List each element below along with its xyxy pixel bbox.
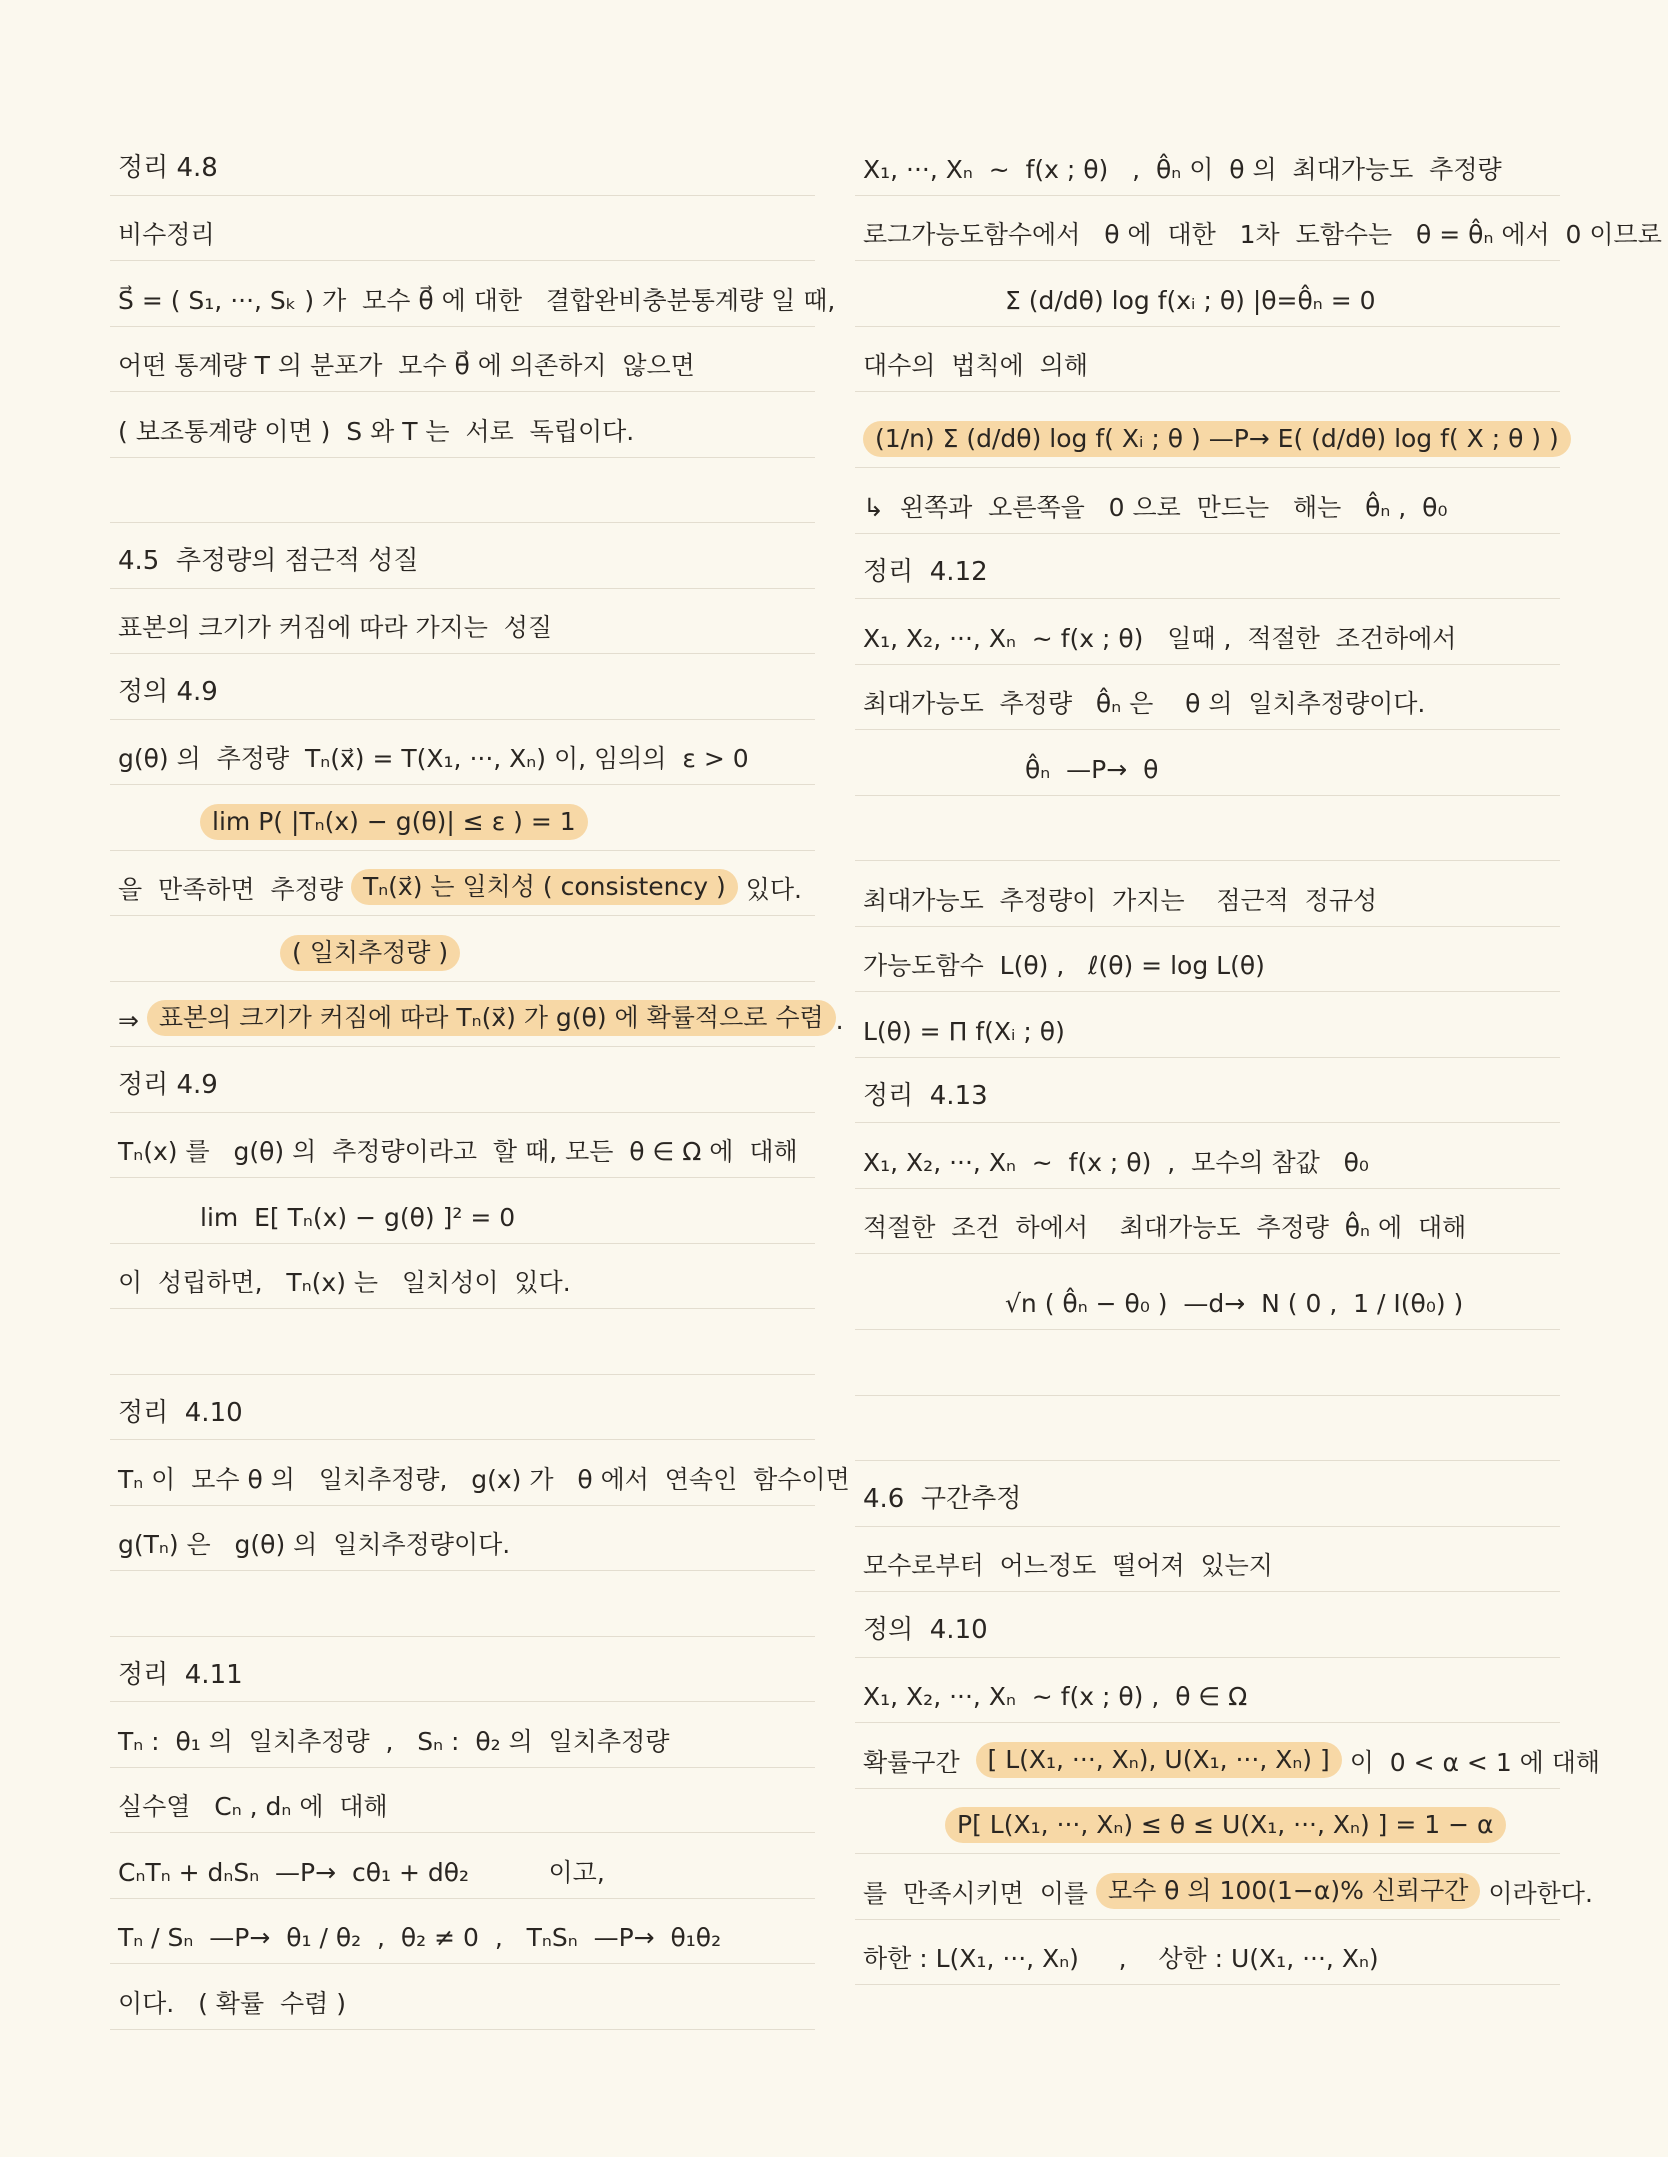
- section-heading: 정리 4.9: [118, 1070, 218, 1101]
- line-text: θ̂ₙ —P→ θ: [1025, 754, 1159, 784]
- note-line: [855, 196, 1662, 262]
- note-line: [855, 327, 1560, 393]
- note-line: [110, 1309, 815, 1375]
- note-line: [855, 1330, 1560, 1396]
- highlighted-text: Tₙ(x⃗) 는 일치성 ( consistency ): [351, 869, 738, 905]
- note-line: [855, 392, 1560, 468]
- note-line: [855, 130, 1560, 196]
- note-line: [855, 468, 1560, 534]
- note-line: [855, 599, 1560, 665]
- line-text: 최대가능도 추정량이 가지는 점근적 정규성: [863, 885, 1378, 915]
- note-line: [110, 1637, 815, 1703]
- line-text: Tₙ : θ₁ 의 일치추정량 , Sₙ : θ₂ 의 일치추정량: [118, 1726, 670, 1756]
- note-line: [110, 1375, 815, 1441]
- note-line: [855, 1396, 1560, 1462]
- note-line: [855, 1189, 1560, 1255]
- note-line: [855, 534, 1560, 600]
- line-text: 적절한 조건 하에서 최대가능도 추정량 θ̂ₙ 에 대해: [863, 1213, 1467, 1242]
- line-text: 가능도함수 L(θ) , ℓ(θ) = log L(θ): [863, 951, 1265, 980]
- section-heading: 정리 4.8: [118, 153, 218, 184]
- note-line: [110, 916, 815, 982]
- note-line: [110, 1702, 815, 1768]
- note-line: [855, 992, 1560, 1058]
- section-heading: 정리 4.13: [863, 1080, 988, 1111]
- line-text: 이라한다.: [1480, 1878, 1593, 1908]
- note-line: [110, 1899, 815, 1965]
- section-heading: 정의 4.10: [863, 1615, 988, 1646]
- note-line: [855, 1461, 1560, 1527]
- line-text: 있다.: [737, 875, 802, 904]
- line-text: 모수로부터 어느정도 떨어져 있는지: [863, 1551, 1273, 1580]
- line-text: 대수의 법칙에 의해: [863, 351, 1088, 380]
- note-line: [110, 1833, 815, 1899]
- line-text: X₁, X₂, ···, Xₙ ~ f(x ; θ) , 모수의 참값 θ₀: [863, 1147, 1369, 1177]
- note-line: [855, 927, 1560, 993]
- line-text: 을 만족하면 추정량: [118, 875, 351, 904]
- line-text: ↳ 왼쪽과 오른쪽을 0 으로 만드는 해는 θ̂ₙ , θ₀: [863, 492, 1448, 522]
- note-line: [110, 523, 815, 589]
- note-line: [855, 1254, 1560, 1330]
- line-text: √n ( θ̂ₙ − θ₀ ) —d→ N ( 0 , 1 / I(θ₀) ): [1005, 1289, 1464, 1318]
- line-text: L(θ) = Π f(Xᵢ ; θ): [863, 1016, 1065, 1046]
- note-line: [110, 1244, 815, 1310]
- line-text: 이 0 < α < 1 에 대해: [1341, 1747, 1601, 1777]
- line-text: 비수정리: [118, 220, 215, 249]
- note-line: [855, 1058, 1560, 1124]
- section-heading: 4.5 추정량의 점근적 성질: [118, 546, 419, 577]
- highlighted-text: lim P( |Tₙ(x) − g(θ)| ≤ ε ) = 1: [200, 804, 588, 840]
- line-text: ⇒: [118, 1006, 147, 1035]
- note-line: [855, 1592, 1560, 1658]
- line-text: lim E[ Tₙ(x) − g(θ) ]² = 0: [200, 1202, 516, 1232]
- note-line: [855, 1658, 1560, 1724]
- line-text: Tₙ 이 모수 θ 의 일치추정량, g(x) 가 θ 에서 연속인 함수이면: [118, 1464, 850, 1494]
- line-text: 최대가능도 추정량 θ̂ₙ 은 θ 의 일치추정량이다.: [863, 689, 1426, 718]
- note-line: [855, 1854, 1593, 1920]
- note-line: [110, 1506, 815, 1572]
- line-text: CₙTₙ + dₙSₙ —P→ cθ₁ + dθ₂ 이고,: [118, 1857, 605, 1887]
- note-line: [110, 458, 815, 524]
- highlighted-text: P[ L(X₁, ···, Xₙ) ≤ θ ≤ U(X₁, ···, Xₙ) ] = 1 − α: [945, 1807, 1506, 1843]
- line-text: 실수열 Cₙ , dₙ 에 대해: [118, 1792, 388, 1821]
- line-text: g(Tₙ) 은 g(θ) 의 일치추정량이다.: [118, 1530, 511, 1559]
- line-text: 를 만족시키면 이를: [863, 1878, 1096, 1908]
- line-text: g(θ) 의 추정량 Tₙ(x⃗) = T(X₁, ···, Xₙ) 이, 임의의 ε > 0: [118, 744, 749, 773]
- note-line: [110, 1113, 815, 1179]
- line-text: 이다. ( 확률 수렴 ): [118, 1988, 346, 2018]
- section-heading: 4.6 구간추정: [863, 1484, 1022, 1515]
- highlighted-text: [ L(X₁, ···, Xₙ), U(X₁, ···, Xₙ) ]: [976, 1742, 1342, 1778]
- line-text: Tₙ(x) 를 g(θ) 의 추정량이라고 할 때, 모든 θ ∈ Ω 에 대해: [118, 1137, 798, 1166]
- highlighted-text: 표본의 크기가 커짐에 따라 Tₙ(x⃗) 가 g(θ) 에 확률적으로 수렴: [147, 1000, 836, 1036]
- note-line: [110, 654, 815, 720]
- note-line: [110, 392, 815, 458]
- line-text: X₁, X₂, ···, Xₙ ~ f(x ; θ) , θ ∈ Ω: [863, 1682, 1248, 1711]
- note-line: [110, 327, 815, 393]
- note-line: [855, 1723, 1601, 1789]
- note-line: [110, 1571, 815, 1637]
- line-text: S⃗ = ( S₁, ···, Sₖ ) 가 모수 θ⃗ 에 대한 결합완비충분통계량 일 때,: [118, 285, 836, 315]
- line-text: 표본의 크기가 커짐에 따라 가지는 성질: [118, 613, 553, 642]
- note-line: [855, 730, 1560, 796]
- note-line: [110, 1768, 815, 1834]
- right-column: [855, 130, 1662, 1985]
- note-line: [855, 1789, 1560, 1855]
- note-line: [855, 861, 1560, 927]
- line-text: X₁, X₂, ···, Xₙ ~ f(x ; θ) 일때 , 적절한 조건하에서: [863, 623, 1457, 653]
- note-line: [110, 196, 815, 262]
- section-heading: 정리 4.12: [863, 556, 988, 587]
- highlighted-text: 모수 θ 의 100(1−α)% 신뢰구간: [1096, 1873, 1480, 1909]
- note-line: [110, 261, 836, 327]
- line-text: Tₙ / Sₙ —P→ θ₁ / θ₂ , θ₂ ≠ 0 , TₙSₙ —P→ θ₁θ₂: [118, 1923, 722, 1952]
- line-text: ( 보조통계량 이면 ) S 와 T 는 서로 독립이다.: [118, 416, 635, 446]
- note-line: [110, 1440, 850, 1506]
- line-text: 확률구간: [863, 1747, 976, 1777]
- note-line: [110, 1964, 815, 2030]
- note-line: [855, 1527, 1560, 1593]
- section-heading: 정리 4.11: [118, 1659, 243, 1690]
- highlighted-text: (1/n) Σ (d/dθ) log f( Xᵢ ; θ ) —P→ E( (d/dθ) log f( X ; θ ) ): [863, 421, 1571, 457]
- line-text: 로그가능도함수에서 θ 에 대한 1차 도함수는 θ = θ̂ₙ 에서 0 이므로: [863, 220, 1662, 249]
- note-line: [855, 261, 1560, 327]
- note-line: [110, 982, 844, 1048]
- note-line: [110, 785, 815, 851]
- note-line: [855, 1123, 1560, 1189]
- line-text: 이 성립하면, Tₙ(x) 는 일치성이 있다.: [118, 1268, 571, 1297]
- note-line: [855, 665, 1560, 731]
- note-line: [855, 1920, 1560, 1986]
- left-column: [110, 130, 850, 2030]
- section-heading: 정리 4.10: [118, 1397, 243, 1428]
- section-heading: 정의 4.9: [118, 677, 218, 708]
- note-line: [110, 1047, 815, 1113]
- line-text: Σ (d/dθ) log f(xᵢ ; θ) |θ=θ̂ₙ = 0: [1005, 285, 1376, 315]
- line-text: X₁, ···, Xₙ ~ f(x ; θ) , θ̂ₙ 이 θ 의 최대가능도 추정량: [863, 154, 1502, 184]
- line-text: 어떤 통계량 T 의 분포가 모수 θ⃗ 에 의존하지 않으면: [118, 351, 695, 380]
- note-line: [110, 1178, 815, 1244]
- note-line: [110, 720, 815, 786]
- highlighted-text: ( 일치추정량 ): [280, 935, 460, 971]
- note-line: [110, 130, 815, 196]
- line-text: .: [835, 1006, 844, 1035]
- line-text: 하한 : L(X₁, ···, Xₙ) , 상한 : U(X₁, ···, Xₙ): [863, 1944, 1379, 1973]
- note-line: [855, 796, 1560, 862]
- note-line: [110, 589, 815, 655]
- note-line: [110, 851, 815, 917]
